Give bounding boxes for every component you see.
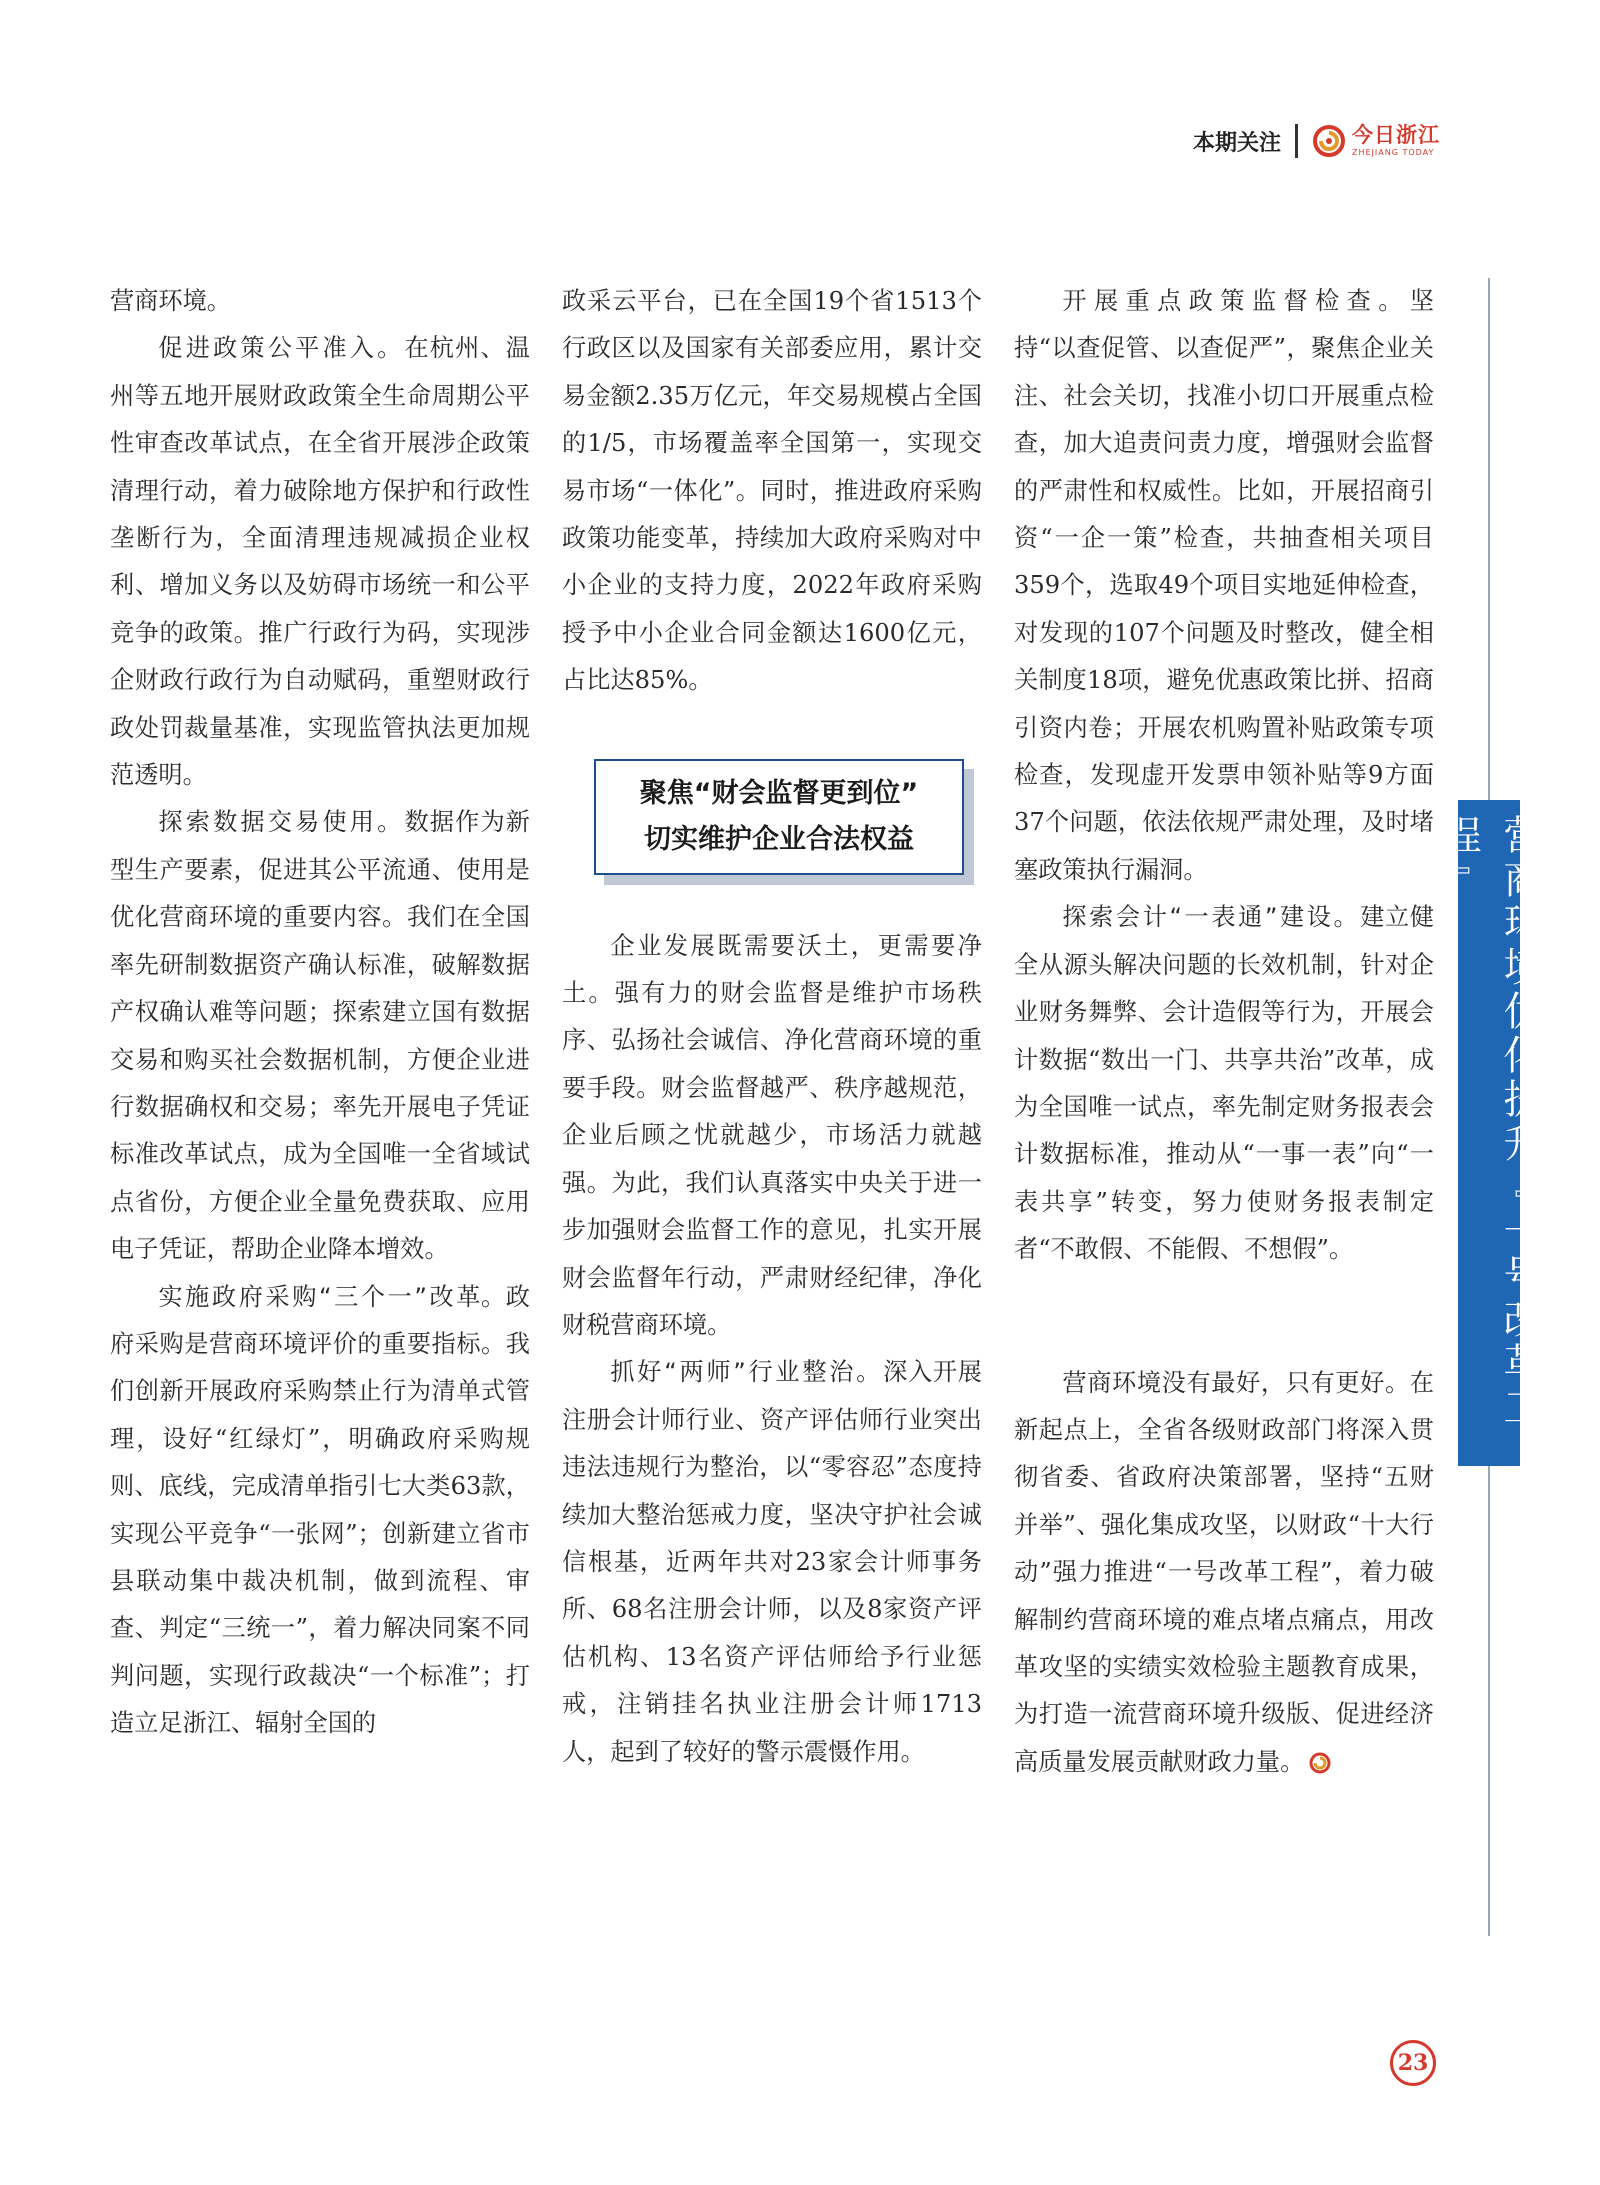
paragraph-keyword: 抓好“两师”行业整治。 bbox=[610, 1358, 884, 1387]
article-paragraph bbox=[562, 278, 982, 705]
page-header bbox=[1193, 118, 1440, 164]
paragraph-text: 革。政府采购是营商环境评价的重要指标。我们创新开展政府采购禁止行为清单式管理，设好“红绿灯”，明确政府采购规则、底线，完成清单指引七大类63款，实现公平竞争“一张网”；创新建立省市县联动集中裁决机制，做到流程、审查、判定“三统一”，着力解决同案不同判问题，实现行政裁决“一个标准”；打造立足浙江、辐射全国的 bbox=[110, 1282, 530, 1738]
logo-english-text: ZHEJIANG TODAY bbox=[1352, 148, 1435, 157]
article-column-2 bbox=[562, 278, 982, 1776]
column-3-lower-text bbox=[1014, 1360, 1434, 1787]
vertical-rule-top bbox=[1488, 278, 1490, 800]
paragraph-keyword: 开展重点政策监督检查。 bbox=[1062, 287, 1410, 315]
magazine-logo bbox=[1312, 124, 1440, 158]
paragraph-text: 坚持“以查促管、以查促严”，聚焦企业关注、社会关切，找准小切口开展重点检查，加大追责问责力度，增强财会监督的严肃性和权威性。比如，开展招商引资“一企一策”检查，共抽查相关项目359个，选取49个项目实地延伸检查，对发现的107个问题及时整改，健全相关制度18项，避免优惠政策比拼、招商引资内卷；开展农机购置补贴政策专项检查，发现虚开发票申领补贴等9方面37个问题，依法依规严肃处理，及时堵塞政策执行漏洞。 bbox=[1014, 287, 1434, 884]
article-paragraph bbox=[1014, 1360, 1434, 1787]
spiral-end-mark-icon bbox=[1308, 1751, 1332, 1775]
subheading bbox=[594, 759, 964, 875]
paragraph-text: 营商环境没有最好，只有更好。在新起点上，全省各级财政部门将深入贯彻省委、省政府决策部署，坚持“五财并举”、强化集成攻坚，以财政“十大行动”强力推进“一号改革工程”，着力破解制约营商环境的难点堵点痛点，用改革攻坚的实绩实效检验主题教育成果，为打造一流营商环境升级版、促进经济高质量发展贡献财政力量。 bbox=[1014, 1368, 1434, 1776]
header-divider bbox=[1295, 124, 1298, 158]
article-column-1 bbox=[110, 278, 530, 1748]
article-paragraph bbox=[110, 278, 530, 325]
article-paragraph bbox=[562, 1349, 982, 1776]
article-column-3 bbox=[1014, 278, 1434, 1786]
paragraph-text: 建立健全从源头解决问题的长效机制，针对企业财务舞弊、会计造假等行为，开展会计数据“数出一门、共享共治”改革，成为全国唯一试点，率先制定财务报表会计数据标准，推动从“一事一表”向“一表共享”转变，努力使财务报表制定者“不敢假、不能假、不想假”。 bbox=[1014, 903, 1434, 1264]
paragraph-text: 企业发展既需要沃土，更需要净土。强有力的财会监督是维护市场秩序、弘扬社会诚信、净化营商环境的重要手段。财会监督越严、秩序越规范，企业后顾之忧就越少，市场活力就越强。为此，我们认真落实中央关于进一步加强财会监督工作的意见，扎实开展财会监督年行动，严肃财经纪律，净化财税营商环境。 bbox=[562, 931, 982, 1339]
column-3-upper-text bbox=[1014, 278, 1434, 1274]
paragraph-keyword: 促进政策公平准入。 bbox=[158, 334, 405, 363]
article-paragraph bbox=[1014, 894, 1434, 1273]
paragraph-text: 在杭州、温州等五地开展财政政策全生命周期公平性审查改革试点，在全省开展涉企政策清理行动，着力破除地方保护和行政性垄断行为，全面清理违规减损企业权利、增加义务以及妨碍市场统一和公平竞争的政策。推广行政行为码，实现涉企财政行政行为自动赋码，重塑财政行政处罚裁量基准，实现监管执法更加规范透明。 bbox=[110, 334, 530, 790]
paragraph-keyword: 探索会计“一表通”建设。 bbox=[1062, 903, 1361, 932]
section-label: 本期关注 bbox=[1192, 130, 1281, 156]
page-number: 23 bbox=[1390, 2040, 1436, 2086]
article-paragraph bbox=[110, 1274, 530, 1748]
subheading-line-2: 切实维护企业合法权益 bbox=[644, 823, 914, 855]
column-2-lower-text bbox=[562, 923, 982, 1776]
spiral-logo-icon bbox=[1312, 124, 1346, 158]
paragraph-keyword: 实施政府采购“三个一”改 bbox=[158, 1282, 457, 1311]
subheading-box bbox=[594, 759, 964, 875]
logo-chinese-text: 今日浙江 bbox=[1352, 123, 1440, 147]
vertical-title: 营商环境优化提升『一号改革工程』 bbox=[1435, 814, 1543, 1430]
paragraph-keyword: 探索数据交易使用。 bbox=[158, 808, 405, 837]
paragraph-text: 数据作为新型生产要素，促进其公平流通、使用是优化营商环境的重要内容。我们在全国率先研制数据资产确认标准，破解数据产权确认难等问题；探索建立国有数据交易和购买社会数据机制，方便企业进行数据确权和交易；率先开展电子凭证标准改革试点，成为全国唯一全省域试点省份，方便企业全量免费获取、应用电子凭证，帮助企业降本增效。 bbox=[110, 808, 530, 1264]
article-paragraph bbox=[110, 325, 530, 799]
paragraph-text: 深入开展注册会计师行业、资产评估师行业突出违法违规行为整治，以“零容忍”态度持续加大整治惩戒力度，坚决守护社会诚信根基，近两年共对23家会计师事务所、68名注册会计师，以及8家资产评估机构、13名资产评估师给予行业惩戒，注销挂名执业注册会计师1713人，起到了较好的警示震慑作用。 bbox=[562, 1358, 982, 1766]
article-paragraph bbox=[562, 923, 982, 1350]
article-paragraph bbox=[110, 799, 530, 1273]
vertical-title-bar bbox=[1435, 800, 1543, 1466]
article-paragraph bbox=[1014, 278, 1434, 894]
vertical-rule-bottom bbox=[1488, 1466, 1490, 1936]
subheading-line-1: 聚焦“财会监督更到位” bbox=[639, 777, 919, 809]
column-2-upper-text bbox=[562, 278, 982, 705]
paragraph-text: 政采云平台，已在全国19个省1513个行政区以及国家有关部委应用，累计交易金额2.35万亿元，年交易规模占全国的1/5，市场覆盖率全国第一，实现交易市场“一体化”。同时，推进政府采购政策功能变革，持续加大政府采购对中小企业的支持力度，2022年政府采购授予中小企业合同金额达1600亿元，占比达85%。 bbox=[562, 287, 982, 695]
paragraph-gap bbox=[1014, 1274, 1434, 1360]
paragraph-text: 营商环境。 bbox=[110, 287, 231, 315]
